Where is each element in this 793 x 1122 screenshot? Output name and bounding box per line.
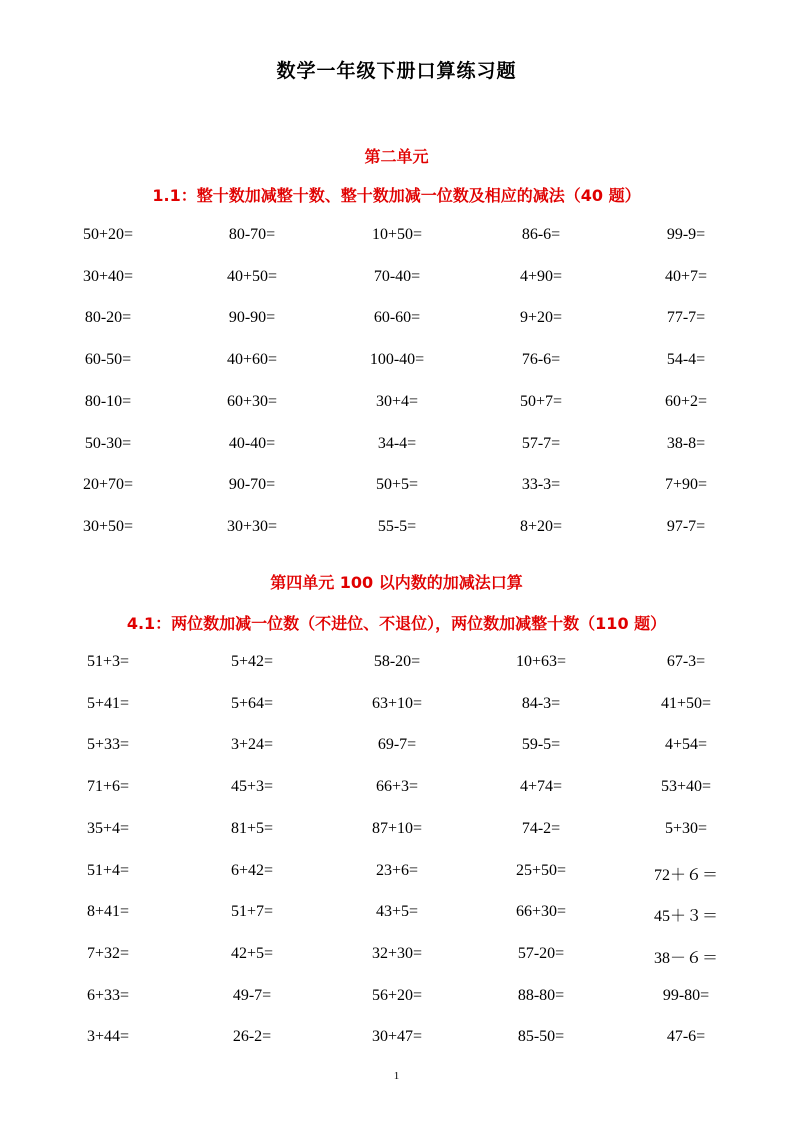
problem-item: 97-7= bbox=[666, 517, 706, 535]
unit-4-heading: 第四单元 100 以内数的加减法口算 bbox=[270, 573, 523, 592]
problem-item: 72＋６＝ bbox=[653, 866, 718, 884]
problem-item: 35+4= bbox=[86, 819, 130, 837]
problem-row bbox=[0, 393, 793, 417]
problem-row bbox=[0, 476, 793, 500]
problem-item: 74-2= bbox=[521, 819, 561, 837]
problem-item: 88-80= bbox=[517, 986, 565, 1004]
problem-item: 87+10= bbox=[371, 819, 423, 837]
problem-item: 51+7= bbox=[230, 903, 274, 921]
problem-item: 26-2= bbox=[232, 1028, 272, 1046]
problem-item: 5+42= bbox=[230, 653, 274, 670]
problem-item: 71+6= bbox=[86, 778, 130, 796]
problem-item: 30+4= bbox=[375, 392, 419, 410]
problem-row bbox=[0, 903, 793, 927]
problem-item: 32+30= bbox=[371, 944, 423, 962]
problem-item: 81+5= bbox=[230, 819, 274, 837]
problem-item: 9+20= bbox=[519, 309, 563, 327]
problem-item: 70-40= bbox=[373, 267, 421, 285]
problem-item: 50-30= bbox=[84, 434, 132, 452]
problem-item: 58-20= bbox=[373, 653, 421, 670]
problem-row bbox=[0, 653, 793, 677]
problem-item: 38－６＝ bbox=[653, 949, 718, 967]
problem-item: 99-9= bbox=[666, 226, 706, 243]
problem-item: 40+60= bbox=[226, 351, 278, 369]
problem-item: 4+90= bbox=[519, 267, 563, 285]
problem-item: 51+4= bbox=[86, 861, 130, 879]
problem-item: 42+5= bbox=[230, 944, 274, 962]
problem-item: 99-80= bbox=[662, 986, 710, 1004]
problem-item: 55-5= bbox=[377, 517, 417, 535]
problem-item: 3+44= bbox=[86, 1028, 130, 1046]
problem-item: 30+50= bbox=[82, 517, 134, 535]
problem-row bbox=[0, 736, 793, 760]
problem-item: 4+54= bbox=[664, 736, 708, 754]
problem-item: 38-8= bbox=[666, 434, 706, 452]
problem-row bbox=[0, 987, 793, 1011]
document-title: 数学一年级下册口算练习题 bbox=[276, 60, 517, 82]
problem-item: 6+33= bbox=[86, 986, 130, 1004]
problem-item: 45+3= bbox=[230, 778, 274, 796]
page-number: 1 bbox=[393, 1070, 400, 1082]
problem-item: 85-50= bbox=[517, 1028, 565, 1046]
problem-item: 40-40= bbox=[228, 434, 276, 452]
problem-item: 60+30= bbox=[226, 392, 278, 410]
problem-item: 80-70= bbox=[228, 226, 276, 243]
problem-row bbox=[0, 1028, 793, 1052]
problem-row bbox=[0, 778, 793, 802]
problem-item: 23+6= bbox=[375, 861, 419, 879]
problem-item: 5+64= bbox=[230, 694, 274, 712]
problem-item: 50+5= bbox=[375, 476, 419, 494]
problem-item: 57-20= bbox=[517, 944, 565, 962]
problem-item: 30+30= bbox=[226, 517, 278, 535]
problem-item: 50+20= bbox=[82, 226, 134, 243]
problem-item: 10+63= bbox=[515, 653, 567, 670]
problem-item: 66+3= bbox=[375, 778, 419, 796]
problem-item: 80-10= bbox=[84, 392, 132, 410]
problem-row bbox=[0, 695, 793, 719]
problem-item: 8+20= bbox=[519, 517, 563, 535]
problem-row bbox=[0, 518, 793, 542]
problem-item: 49-7= bbox=[232, 986, 272, 1004]
problem-item: 84-3= bbox=[521, 694, 561, 712]
problem-item: 41+50= bbox=[660, 694, 712, 712]
problem-item: 40+50= bbox=[226, 267, 278, 285]
problem-item: 34-4= bbox=[377, 434, 417, 452]
problem-item: 5+33= bbox=[86, 736, 130, 754]
problem-item: 100-40= bbox=[369, 351, 425, 369]
problem-item: 30+40= bbox=[82, 267, 134, 285]
problem-item: 45＋３＝ bbox=[653, 908, 718, 926]
problem-item: 20+70= bbox=[82, 476, 134, 494]
problem-item: 77-7= bbox=[666, 309, 706, 327]
problem-item: 6+42= bbox=[230, 861, 274, 879]
problem-item: 33-3= bbox=[521, 476, 561, 494]
problem-item: 5+30= bbox=[664, 819, 708, 837]
problem-item: 60+2= bbox=[664, 392, 708, 410]
problem-item: 90-90= bbox=[228, 309, 276, 327]
problem-item: 53+40= bbox=[660, 778, 712, 796]
problem-item: 76-6= bbox=[521, 351, 561, 369]
problem-row bbox=[0, 945, 793, 969]
problem-item: 25+50= bbox=[515, 861, 567, 879]
problem-row bbox=[0, 226, 793, 250]
problem-row bbox=[0, 309, 793, 333]
problem-item: 56+20= bbox=[371, 986, 423, 1004]
problem-item: 80-20= bbox=[84, 309, 132, 327]
problem-item: 43+5= bbox=[375, 903, 419, 921]
section-4-1-title: 4.1：两位数加减一位数（不进位、不退位），两位数加减整十数（110 题） bbox=[126, 614, 667, 633]
problem-item: 50+7= bbox=[519, 392, 563, 410]
problem-row bbox=[0, 351, 793, 375]
unit-2-heading: 第二单元 bbox=[364, 147, 429, 166]
problem-item: 86-6= bbox=[521, 226, 561, 243]
problem-item: 60-50= bbox=[84, 351, 132, 369]
problem-item: 47-6= bbox=[666, 1028, 706, 1046]
problem-item: 90-70= bbox=[228, 476, 276, 494]
problem-item: 66+30= bbox=[515, 903, 567, 921]
problem-item: 63+10= bbox=[371, 694, 423, 712]
problem-item: 59-5= bbox=[521, 736, 561, 754]
problem-item: 10+50= bbox=[371, 226, 423, 243]
problem-item: 30+47= bbox=[371, 1028, 423, 1046]
problem-item: 40+7= bbox=[664, 267, 708, 285]
problem-item: 8+41= bbox=[86, 903, 130, 921]
problem-row bbox=[0, 268, 793, 292]
problem-item: 51+3= bbox=[86, 653, 130, 670]
problem-item: 7+32= bbox=[86, 944, 130, 962]
problem-row bbox=[0, 435, 793, 459]
problem-item: 7+90= bbox=[664, 476, 708, 494]
problem-item: 4+74= bbox=[519, 778, 563, 796]
problem-item: 5+41= bbox=[86, 694, 130, 712]
problem-row bbox=[0, 862, 793, 886]
problem-item: 3+24= bbox=[230, 736, 274, 754]
problem-item: 57-7= bbox=[521, 434, 561, 452]
problem-row bbox=[0, 820, 793, 844]
section-1-1-title: 1.1：整十数加减整十数、整十数加减一位数及相应的减法（40 题） bbox=[152, 186, 641, 205]
problem-item: 69-7= bbox=[377, 736, 417, 754]
problem-item: 54-4= bbox=[666, 351, 706, 369]
problem-item: 67-3= bbox=[666, 653, 706, 670]
problem-item: 60-60= bbox=[373, 309, 421, 327]
